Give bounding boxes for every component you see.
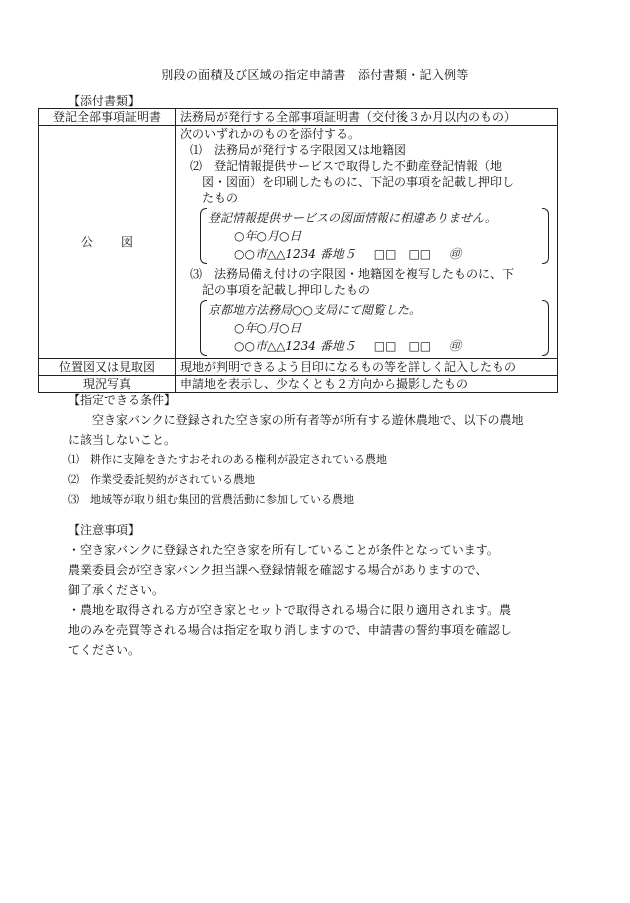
example-1-statement: 登記情報提供サービスの図面情報に相違ありません。 <box>208 211 497 225</box>
row-label-map: 公図 <box>39 126 176 359</box>
map-option-3-line2: 記の事項を記載し押印したもの <box>202 283 371 297</box>
attachments-table <box>38 108 558 393</box>
example-box-2 <box>200 300 549 356</box>
conditions-header: 【指定できる条件】 <box>68 393 177 407</box>
example-1-signature <box>208 245 541 263</box>
seal-icon: ㊞ <box>449 247 462 261</box>
conditions-section <box>68 390 578 510</box>
row-content-map <box>176 126 558 359</box>
attachments-header: 【添付書類】 <box>68 94 141 108</box>
row-label-location: 位置図又は見取図 <box>39 359 176 376</box>
map-option-3-line1: ⑶ 法務局備え付けの字限図・地籍図を複写したものに、下 <box>190 267 515 281</box>
condition-item-1: ⑴ 耕作に支障をきたすおそれのある権利が設定されている農地 <box>68 453 387 466</box>
example-1-address: ○○市△△1234 番地５ <box>234 247 356 261</box>
example-2-signature <box>208 337 541 355</box>
example-2-statement: 京都地方法務局○○支局にて閲覧した。 <box>208 303 421 317</box>
row-label-photo: 現況写真 <box>39 376 176 393</box>
example-2-date: ○年○月○日 <box>234 321 302 335</box>
note-2-line1: ・農地を取得される方が空き家とセットで取得される場合に限り適用されます。農 <box>68 603 512 617</box>
row-label-register: 登記全部事項証明書 <box>39 109 176 126</box>
condition-item-3: ⑶ 地域等が取り組む集団的営農活動に参加している農地 <box>68 493 354 506</box>
note-1-line1: ・空き家バンクに登録された空き家を所有していることが条件となっています。 <box>68 543 499 557</box>
condition-item-2: ⑵ 作業受委託契約がされている農地 <box>68 473 255 486</box>
example-box-1 <box>200 208 549 264</box>
table-row <box>39 109 558 126</box>
row-content-location: 現地が判明できるよう目印になるもの等を詳しく記入したもの <box>176 359 558 376</box>
seal-icon: ㊞ <box>449 339 462 353</box>
table-row <box>39 126 558 359</box>
example-1-date: ○年○月○日 <box>234 229 302 243</box>
example-2-name: □□ □□ <box>373 339 432 353</box>
note-2-line3: てください。 <box>68 643 141 657</box>
row-content-photo: 申請地を表示し、少なくとも２方向から撮影したもの <box>176 376 558 393</box>
row-content-register: 法務局が発行する全部事項証明書（交付後３か月以内のもの） <box>176 109 558 126</box>
map-option-2-line1: ⑵ 登記情報提供サービスで取得した不動産登記情報（地 <box>190 159 503 173</box>
notes-header: 【注意事項】 <box>68 523 141 537</box>
page-title: 別段の面積及び区域の指定申請書 添付書類・記入例等 <box>161 68 469 82</box>
notes-section <box>68 520 578 660</box>
conditions-body-line1: 空き家バンクに登録された空き家の所有者等が所有する遊休農地で、以下の農地 <box>92 413 524 427</box>
conditions-body-line2: に該当しないこと。 <box>68 433 177 447</box>
note-2-line2: 地のみを売買等される場合は指定を取り消しますので、申請書の誓約事項を確認し <box>68 623 512 637</box>
note-1-line3: 御了承ください。 <box>68 583 165 597</box>
map-intro: 次のいずれかのものを添付する。 <box>180 127 361 141</box>
map-option-2-line3: たもの <box>202 191 239 205</box>
example-1-name: □□ □□ <box>373 247 432 261</box>
map-option-1: ⑴ 法務局が発行する字限図又は地籍図 <box>190 143 407 157</box>
note-1-line2: 農業委員会が空き家バンク担当課へ登録情報を確認する場合がありますので、 <box>68 563 488 577</box>
example-2-address: ○○市△△1234 番地５ <box>234 339 356 353</box>
map-option-2-line2: 図・図面）を印刷したものに、下記の事項を記載し押印し <box>202 175 515 189</box>
table-row <box>39 359 558 376</box>
